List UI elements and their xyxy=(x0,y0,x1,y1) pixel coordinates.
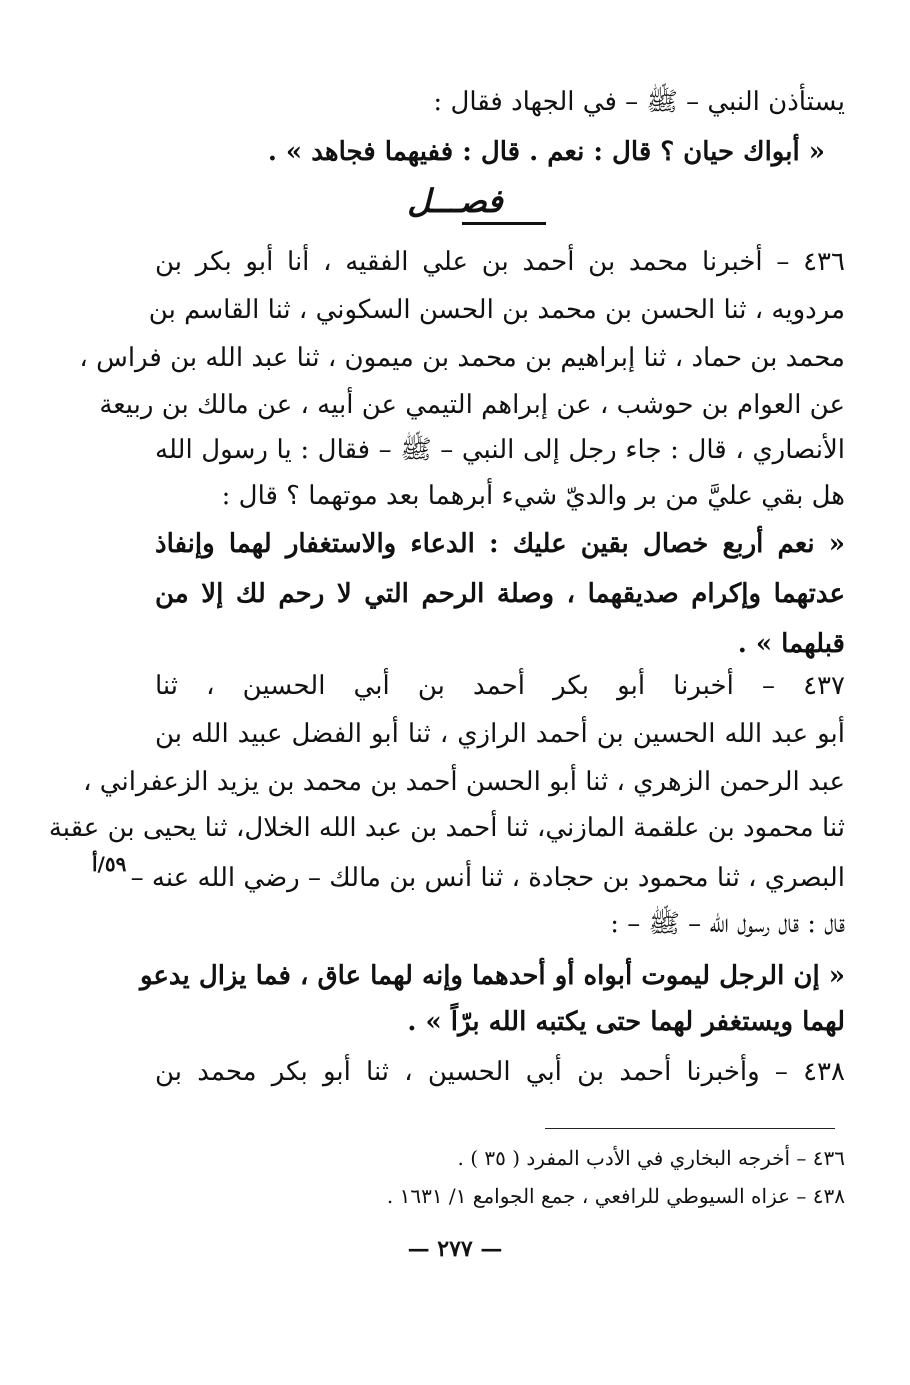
hadith-436-line-6: هل بقي عليَّ من بر والديّ شيء أبرهما بعد موتهما ؟ قال : xyxy=(221,481,845,511)
hadith-438-line-1: ٤٣٨ – وأخبرنا أحمد بن أبي الحسين ، ثنا أبو بكر محمد بن xyxy=(155,1057,845,1087)
hadith-437-line-5: البصري ، ثنا محمود بن حجادة ، ثنا أنس بن مالك – رضي الله عنه – xyxy=(130,863,845,893)
hadith-437-line-6: قال : قال رسول الله – ﷺ – : xyxy=(610,909,845,939)
hadith-437-line-3: عبد الرحمن الزهري ، ثنا أبو الحسن أحمد بن محمد بن يزيد الزعفراني ، xyxy=(83,767,845,797)
manuscript-folio-note: ٥٩/أ xyxy=(92,852,127,876)
hadith-436-matn-1: « نعم أربع خصال بقين عليك : الدعاء والاستغفار لهما وإنفاذ xyxy=(155,529,845,559)
hadith-437-matn-2: لهما ويستغفر لهما حتى يكتبه الله برّاً » . xyxy=(407,1007,845,1037)
hadith-437-matn-1: « إن الرجل ليموت أبواه أو أحدهما وإنه لهما عاق ، فما يزال يدعو xyxy=(139,961,845,991)
hadith-436-line-4: عن العوام بن حوشب ، عن إبراهم التيمي عن أبيه ، عن مالك بن ربيعة xyxy=(99,390,845,420)
hadith-436-line-3: محمد بن حماد ، ثنا إبراهيم بن محمد بن ميمون ، ثنا عبد الله بن فراس ، xyxy=(79,343,845,373)
page-number: — ٢٧٧ — xyxy=(407,1236,503,1262)
footnote-438: ٤٣٨ – عزاه السيوطي للرافعي ، جمع الجوامع ١/ ١٦٣١ . xyxy=(386,1184,845,1208)
footnote-separator xyxy=(545,1128,835,1129)
hadith-437-line-1: ٤٣٧ – أخبرنا أبو بكر أحمد بن أبي الحسين ، ثنا xyxy=(155,671,845,701)
footnote-436: ٤٣٦ – أخرجه البخاري في الأدب المفرد ( ٣٥ ) . xyxy=(457,1146,845,1170)
hadith-436-line-1: ٤٣٦ – أخبرنا محمد بن أحمد بن علي الفقيه ، أنا أبو بكر بن xyxy=(155,247,845,277)
hadith-437-line-4: ثنا محمود بن علقمة المازني، ثنا أحمد بن عبد الله الخلال، ثنا يحيى بن عقبة xyxy=(48,813,845,843)
hadith-436-matn-2: عدتهما وإكرام صديقهما ، وصلة الرحم التي لا رحم لك إلا من xyxy=(155,579,845,609)
hadith-436-matn-3: قبلهما » . xyxy=(737,629,845,659)
hadith-437-line-2: أبو عبد الله الحسين بن أحمد الرازي ، ثنا أبو الفضل عبيد الله بن xyxy=(155,719,845,749)
section-heading: فصـــل xyxy=(407,182,503,220)
text-line-1: يستأذن النبي – ﷺ – في الجهاد فقال : xyxy=(433,87,845,117)
hadith-quote-1: « أبواك حيان ؟ قال : نعم . قال : ففيهما فجاهد » . xyxy=(267,137,825,167)
heading-underline xyxy=(462,222,546,225)
hadith-436-line-5: الأنصاري ، قال : جاء رجل إلى النبي – ﷺ – فقال : يا رسول الله xyxy=(155,435,845,465)
hadith-436-line-2: مردويه ، ثنا الحسن بن محمد بن الحسن السكوني ، ثنا القاسم بن xyxy=(148,295,845,325)
